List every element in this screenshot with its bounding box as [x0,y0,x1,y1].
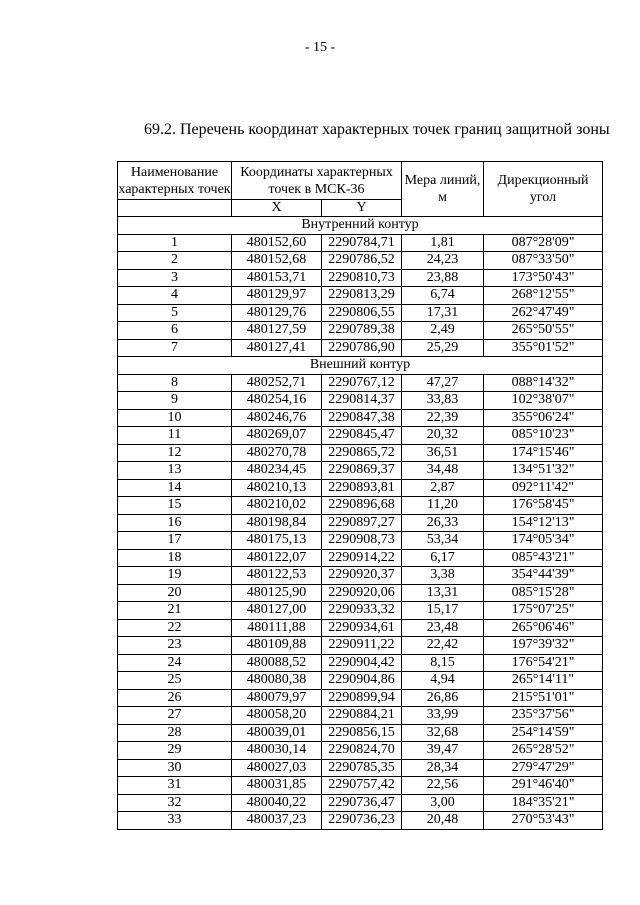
section-row [118,357,603,375]
table-row [118,637,603,655]
bearing-cell: 085°15'28" [484,584,603,602]
point-number-cell: 7 [118,339,232,357]
length-cell: 22,56 [402,777,484,795]
length-cell: 53,34 [402,532,484,550]
length-cell: 36,51 [402,444,484,462]
bearing-cell: 354°44'39" [484,567,603,585]
length-cell: 39,47 [402,742,484,760]
length-cell: 17,31 [402,304,484,322]
length-cell: 26,33 [402,514,484,532]
y-cell: 2290736,23 [322,812,402,830]
x-cell: 480152,68 [232,252,322,270]
x-cell: 480027,03 [232,759,322,777]
table-row [118,549,603,567]
point-number-cell: 28 [118,724,232,742]
y-cell: 2290784,71 [322,234,402,252]
bearing-cell: 087°28'09" [484,234,603,252]
y-cell: 2290845,47 [322,427,402,445]
page-title: 69.2. Перечень координат характерных точек границ защитной зоны [144,121,610,138]
y-cell: 2290896,68 [322,497,402,515]
x-cell: 480129,76 [232,304,322,322]
x-cell: 480152,60 [232,234,322,252]
x-cell: 480270,78 [232,444,322,462]
y-cell: 2290865,72 [322,444,402,462]
length-cell: 47,27 [402,374,484,392]
table-body [118,217,603,830]
bearing-cell: 265°06'46" [484,619,603,637]
x-cell: 480122,07 [232,549,322,567]
x-cell: 480252,71 [232,374,322,392]
point-number-cell: 10 [118,409,232,427]
table-row [118,532,603,550]
x-cell: 480234,45 [232,462,322,480]
point-number-cell: 27 [118,707,232,725]
y-cell: 2290736,47 [322,794,402,812]
bearing-cell: 254°14'59" [484,724,603,742]
point-number-cell: 25 [118,672,232,690]
bearing-cell: 085°43'21" [484,549,603,567]
length-cell: 6,17 [402,549,484,567]
table-row [118,654,603,672]
bearing-cell: 175°07'25" [484,602,603,620]
table-row [118,794,603,812]
y-cell: 2290806,55 [322,304,402,322]
bearing-cell: 265°28'52" [484,742,603,760]
length-cell: 3,38 [402,567,484,585]
point-number-cell: 14 [118,479,232,497]
table-row [118,724,603,742]
y-cell: 2290920,37 [322,567,402,585]
x-cell: 480175,13 [232,532,322,550]
length-cell: 26,86 [402,689,484,707]
length-cell: 20,48 [402,812,484,830]
y-cell: 2290914,22 [322,549,402,567]
point-number-cell: 33 [118,812,232,830]
x-cell: 480269,07 [232,427,322,445]
x-cell: 480039,01 [232,724,322,742]
bearing-cell: 291°46'40" [484,777,603,795]
x-cell: 480111,88 [232,619,322,637]
y-cell: 2290789,38 [322,322,402,340]
y-cell: 2290934,61 [322,619,402,637]
table-row [118,304,603,322]
y-cell: 2290786,52 [322,252,402,270]
point-number-cell: 23 [118,637,232,655]
y-cell: 2290856,15 [322,724,402,742]
length-cell: 24,23 [402,252,484,270]
x-cell: 480040,22 [232,794,322,812]
point-number-cell: 2 [118,252,232,270]
header-point-name: Наименование характерных точек [118,162,232,200]
length-cell: 23,48 [402,619,484,637]
y-cell: 2290933,32 [322,602,402,620]
point-number-cell: 18 [118,549,232,567]
length-cell: 8,15 [402,654,484,672]
length-cell: 33,83 [402,392,484,410]
y-cell: 2290810,73 [322,269,402,287]
y-cell: 2290904,86 [322,672,402,690]
point-number-cell: 12 [118,444,232,462]
table-row [118,479,603,497]
y-cell: 2290767,12 [322,374,402,392]
y-cell: 2290893,81 [322,479,402,497]
x-cell: 480246,76 [232,409,322,427]
x-cell: 480080,38 [232,672,322,690]
point-number-cell: 3 [118,269,232,287]
table-row [118,462,603,480]
table-row [118,707,603,725]
point-number-cell: 1 [118,234,232,252]
section-title: Внутренний контур [118,217,603,235]
point-number-cell: 20 [118,584,232,602]
y-cell: 2290884,21 [322,707,402,725]
length-cell: 25,29 [402,339,484,357]
y-cell: 2290908,73 [322,532,402,550]
table-row [118,759,603,777]
bearing-cell: 265°50'55" [484,322,603,340]
bearing-cell: 215°51'01" [484,689,603,707]
table-row [118,619,603,637]
x-cell: 480127,59 [232,322,322,340]
bearing-cell: 176°58'45" [484,497,603,515]
length-cell: 13,31 [402,584,484,602]
bearing-cell: 268°12'55" [484,287,603,305]
x-cell: 480127,00 [232,602,322,620]
point-number-cell: 29 [118,742,232,760]
point-number-cell: 30 [118,759,232,777]
length-cell: 20,32 [402,427,484,445]
y-cell: 2290814,37 [322,392,402,410]
x-cell: 480210,13 [232,479,322,497]
table-row [118,812,603,830]
y-cell: 2290785,35 [322,759,402,777]
x-cell: 480129,97 [232,287,322,305]
table-row [118,584,603,602]
header-bearing: Дирекционный угол [484,162,603,217]
table-row [118,672,603,690]
table-row [118,777,603,795]
x-cell: 480254,16 [232,392,322,410]
table-row [118,514,603,532]
table-row [118,567,603,585]
bearing-cell: 270°53'43" [484,812,603,830]
table-row [118,252,603,270]
table-row [118,742,603,760]
header-coordinates: Координаты характерных точек в МСК-36 [232,162,402,200]
table-row [118,234,603,252]
y-cell: 2290869,37 [322,462,402,480]
bearing-cell: 173°50'43" [484,269,603,287]
point-number-cell: 17 [118,532,232,550]
table-row [118,339,603,357]
point-number-cell: 19 [118,567,232,585]
point-number-cell: 9 [118,392,232,410]
point-number-cell: 8 [118,374,232,392]
length-cell: 11,20 [402,497,484,515]
length-cell: 23,88 [402,269,484,287]
table-row [118,287,603,305]
x-cell: 480198,84 [232,514,322,532]
length-cell: 32,68 [402,724,484,742]
table-row [118,444,603,462]
bearing-cell: 262°47'49" [484,304,603,322]
page-number: - 15 - [304,40,336,55]
x-cell: 480210,02 [232,497,322,515]
y-cell: 2290911,22 [322,637,402,655]
y-cell: 2290897,27 [322,514,402,532]
length-cell: 1,81 [402,234,484,252]
x-cell: 480030,14 [232,742,322,760]
bearing-cell: 265°14'11" [484,672,603,690]
point-number-cell: 26 [118,689,232,707]
length-cell: 2,87 [402,479,484,497]
point-number-cell: 4 [118,287,232,305]
point-number-cell: 5 [118,304,232,322]
length-cell: 15,17 [402,602,484,620]
y-cell: 2290813,29 [322,287,402,305]
bearing-cell: 174°15'46" [484,444,603,462]
table-row [118,409,603,427]
bearing-cell: 355°01'52" [484,339,603,357]
coordinates-table [117,161,603,830]
bearing-cell: 085°10'23" [484,427,603,445]
bearing-cell: 134°51'32" [484,462,603,480]
point-number-cell: 24 [118,654,232,672]
section-title: Внешний контур [118,357,603,375]
y-cell: 2290824,70 [322,742,402,760]
bearing-cell: 197°39'32" [484,637,603,655]
length-cell: 22,42 [402,637,484,655]
bearing-cell: 184°35'21" [484,794,603,812]
x-cell: 480153,71 [232,269,322,287]
length-cell: 34,48 [402,462,484,480]
y-cell: 2290899,94 [322,689,402,707]
bearing-cell: 102°38'07" [484,392,603,410]
x-cell: 480037,23 [232,812,322,830]
header-y: Y [322,200,402,217]
point-number-cell: 16 [118,514,232,532]
point-number-cell: 13 [118,462,232,480]
x-cell: 480125,90 [232,584,322,602]
x-cell: 480127,41 [232,339,322,357]
table-row [118,374,603,392]
length-cell: 3,00 [402,794,484,812]
table-row [118,269,603,287]
table-row [118,322,603,340]
header-point-name-spacer [118,200,232,217]
x-cell: 480079,97 [232,689,322,707]
x-cell: 480122,53 [232,567,322,585]
point-number-cell: 32 [118,794,232,812]
bearing-cell: 092°11'42" [484,479,603,497]
point-number-cell: 15 [118,497,232,515]
bearing-cell: 279°47'29" [484,759,603,777]
x-cell: 480058,20 [232,707,322,725]
table-row [118,602,603,620]
table-row [118,392,603,410]
y-cell: 2290920,06 [322,584,402,602]
x-cell: 480031,85 [232,777,322,795]
x-cell: 480109,88 [232,637,322,655]
length-cell: 6,74 [402,287,484,305]
section-row [118,217,603,235]
table-row [118,689,603,707]
length-cell: 4,94 [402,672,484,690]
y-cell: 2290847,38 [322,409,402,427]
header-length: Мера линий, м [402,162,484,217]
bearing-cell: 088°14'32" [484,374,603,392]
y-cell: 2290757,42 [322,777,402,795]
table-row [118,497,603,515]
bearing-cell: 174°05'34" [484,532,603,550]
length-cell: 28,34 [402,759,484,777]
y-cell: 2290786,90 [322,339,402,357]
bearing-cell: 235°37'56" [484,707,603,725]
bearing-cell: 355°06'24" [484,409,603,427]
point-number-cell: 6 [118,322,232,340]
point-number-cell: 11 [118,427,232,445]
bearing-cell: 176°54'21" [484,654,603,672]
header-x: X [232,200,322,217]
table-row [118,427,603,445]
length-cell: 22,39 [402,409,484,427]
point-number-cell: 21 [118,602,232,620]
x-cell: 480088,52 [232,654,322,672]
bearing-cell: 087°33'50" [484,252,603,270]
point-number-cell: 22 [118,619,232,637]
bearing-cell: 154°12'13" [484,514,603,532]
length-cell: 2,49 [402,322,484,340]
length-cell: 33,99 [402,707,484,725]
point-number-cell: 31 [118,777,232,795]
y-cell: 2290904,42 [322,654,402,672]
